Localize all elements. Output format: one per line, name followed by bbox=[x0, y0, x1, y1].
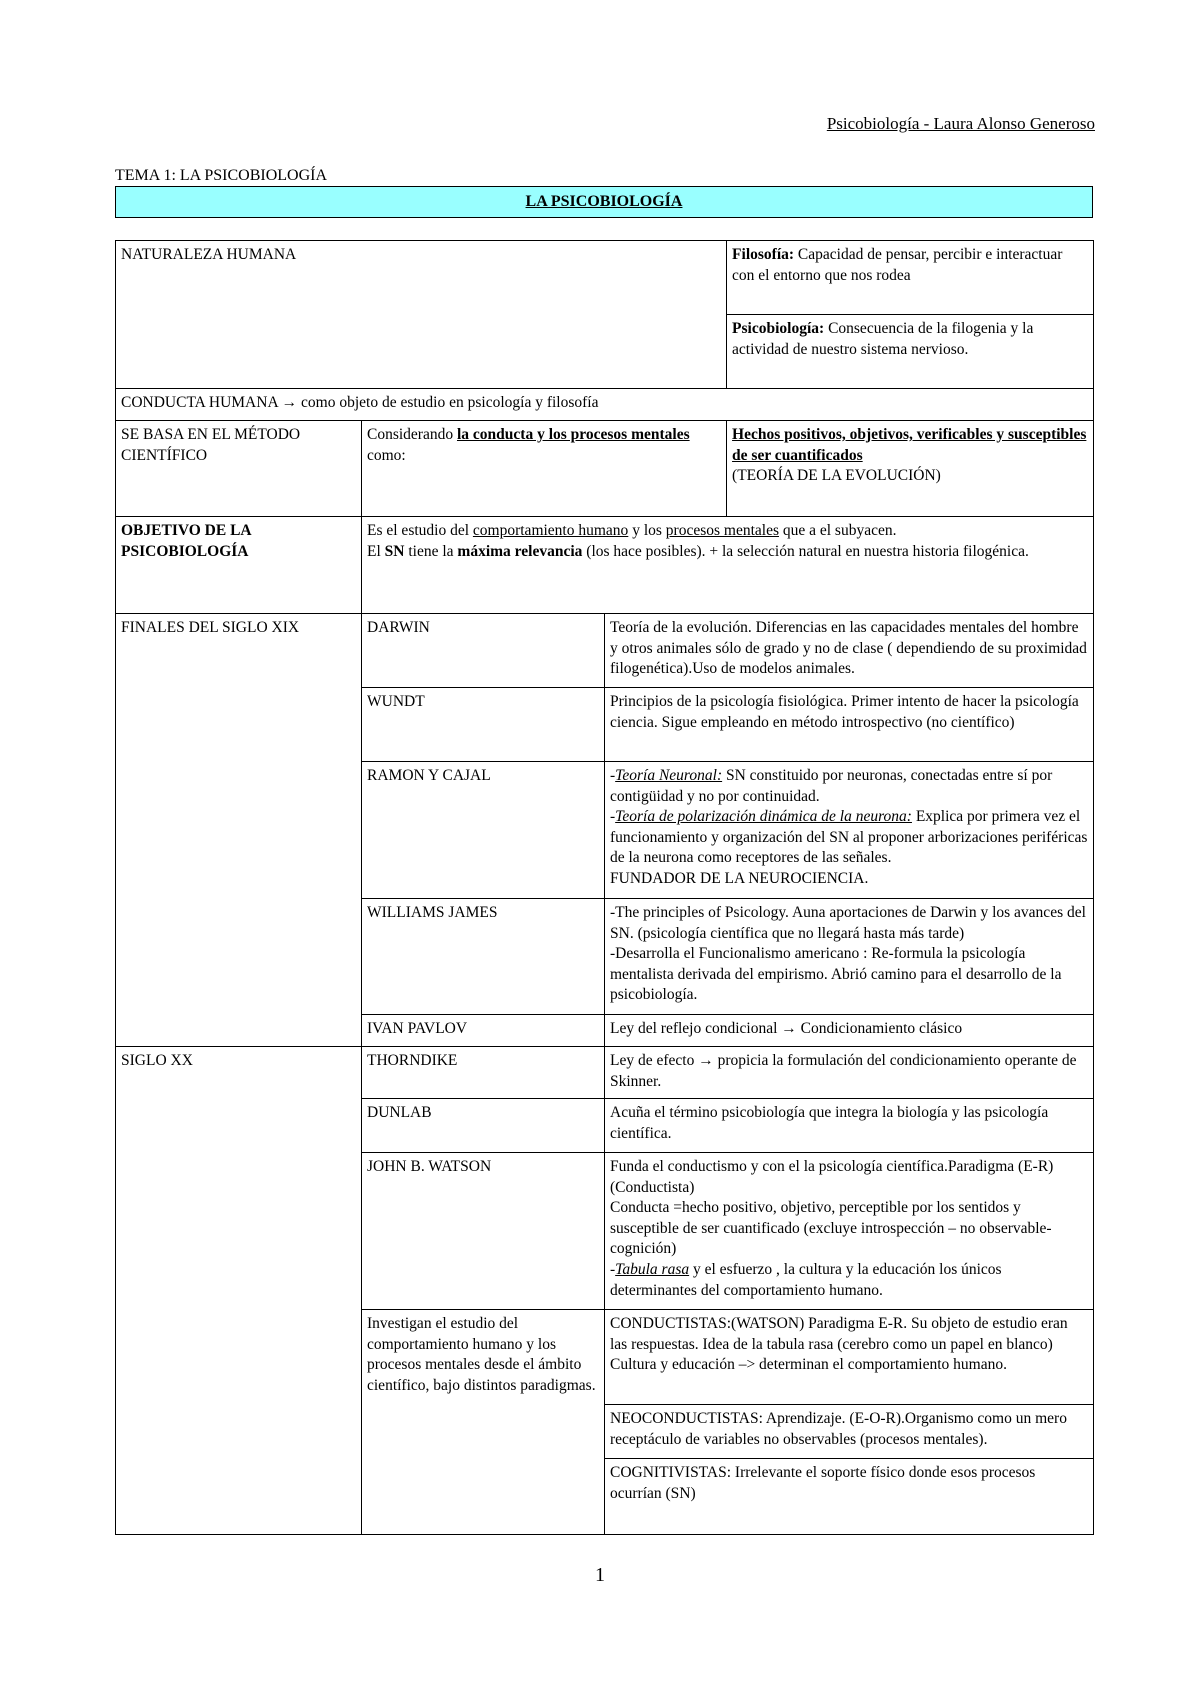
conductistas-cell: CONDUCTISTAS:(WATSON) Paradigma E-R. Su objeto de estudio eran las respuestas. Idea de la tabula rasa (cerebro como un papel en blanco) Cultura y educación –> determinan el comportamiento humano. bbox=[605, 1310, 1094, 1405]
james-name-cell: WILLIAMS JAMES bbox=[362, 899, 605, 1015]
filosofia-label: Filosofía: bbox=[732, 246, 795, 263]
pavlov-name-cell: IVAN PAVLOV bbox=[362, 1015, 605, 1047]
psicobiologia-text: Consecuencia de la filogenia y la actividad de nuestro sistema nervioso. bbox=[732, 320, 1034, 358]
cajal-name-cell: RAMON Y CAJAL bbox=[362, 762, 605, 899]
cajal-text-cell: -Teoría Neuronal: SN constituido por neuronas, conectadas entre sí por contigüidad y no por continuidad. -Teoría de polarización dinámica de la neurona: Explica por primera vez el funcionamiento y organización del SN al proponer arborizaciones periféricas de la neurona como receptores de las señales. FUNDADOR DE LA NEUROCIENCIA. bbox=[605, 762, 1094, 899]
table-row bbox=[116, 614, 1094, 688]
neoconductistas-cell: NEOCONDUCTISTAS: Aprendizaje. (E-O-R).Organismo como un mero receptáculo de variables no observables (procesos mentales). bbox=[605, 1405, 1094, 1459]
wundt-name-cell: WUNDT bbox=[362, 688, 605, 762]
siglo-label: SIGLO XX bbox=[121, 1052, 193, 1069]
conducta-text: CONDUCTA HUMANA → como objeto de estudio en psicología y filosofía bbox=[121, 394, 599, 411]
objetivo-text-cell bbox=[362, 517, 1094, 614]
document-header-author: Psicobiología - Laura Alonso Generoso bbox=[826, 114, 1095, 133]
table-row bbox=[116, 421, 1094, 517]
considerando-bold: la conducta y los procesos mentales bbox=[456, 426, 690, 443]
metodo-label-cell bbox=[116, 421, 362, 517]
investigan-cell: Investigan el estudio del comportamiento humano y los procesos mentales desde el ámbito científico, bajo distintos paradigmas. bbox=[362, 1310, 605, 1535]
table-row bbox=[116, 1047, 1094, 1099]
siglo-label-cell bbox=[116, 1047, 362, 1535]
finales-label-cell bbox=[116, 614, 362, 1047]
naturaleza-label: NATURALEZA HUMANA bbox=[121, 246, 297, 263]
conducta-cell bbox=[116, 389, 1094, 421]
metodo-label: SE BASA EN EL MÉTODO CIENTÍFICO bbox=[121, 426, 301, 464]
naturaleza-label-cell bbox=[116, 241, 727, 389]
objetivo-label: OBJETIVO DE LA PSICOBIOLOGÍA bbox=[121, 522, 251, 560]
watson-text-cell: Funda el conductismo y con el la psicología científica.Paradigma (E-R) (Conductista) Conducta =hecho positivo, objetivo, perceptible por los sentidos y susceptible de ser cuantificado (excluye introspección – no observable- cognición) -Tabula rasa y el esfuerzo , la cultura y la educación los únicos determinantes del comportamiento humano. bbox=[605, 1153, 1094, 1310]
darwin-name-cell: DARWIN bbox=[362, 614, 605, 688]
page-number: 1 bbox=[595, 1564, 605, 1586]
topic-heading: TEMA 1: LA PSICOBIOLOGÍA bbox=[115, 167, 328, 184]
filosofia-cell bbox=[727, 241, 1094, 315]
thorndike-text-cell: Ley de efecto → propicia la formulación del condicionamiento operante de Skinner. bbox=[605, 1047, 1094, 1099]
table-row bbox=[116, 389, 1094, 421]
watson-name-cell: JOHN B. WATSON bbox=[362, 1153, 605, 1310]
finales-label: FINALES DEL SIGLO XIX bbox=[121, 619, 300, 636]
objetivo-label-cell bbox=[116, 517, 362, 614]
pavlov-text-cell: Ley del reflejo condicional → Condicionamiento clásico bbox=[605, 1015, 1094, 1047]
psicobiologia-cell bbox=[727, 315, 1094, 389]
james-text-cell: -The principles of Psicology. Auna aportaciones de Darwin y los avances del SN. (psicología científica que no llegará hasta más tarde) -Desarrolla el Funcionalismo americano : Re-formula la psicología mentalista derivada del empirismo. Abrió camino para el desarrollo de la psicobiología. bbox=[605, 899, 1094, 1015]
table-row bbox=[116, 517, 1094, 614]
filosofia-text: Capacidad de pensar, percibir e interactuar con el entorno que nos rodea bbox=[732, 246, 1063, 284]
considerando-pre: Considerando bbox=[367, 426, 457, 443]
thorndike-name-cell: THORNDIKE bbox=[362, 1047, 605, 1099]
wundt-text-cell: Principios de la psicología fisiológica. Primer intento de hacer la psicología ciencia. Sigue empleando en método introspectivo (no científico) bbox=[605, 688, 1094, 762]
objetivo-line-2: El SN tiene la máxima relevancia (los hace posibles). + la selección natural en nuestra historia filogénica. bbox=[367, 542, 1029, 560]
dunlab-text-cell: Acuña el término psicobiología que integra la biología y las psicología científica. bbox=[605, 1099, 1094, 1153]
darwin-text-cell: Teoría de la evolución. Diferencias en las capacidades mentales del hombre y otros animales sólo de grado y no de clase ( dependiendo de su proximidad filogenética).Uso de modelos animales. bbox=[605, 614, 1094, 688]
content-table bbox=[115, 240, 1094, 1535]
objetivo-line-1: Es el estudio del comportamiento humano y los procesos mentales que a el subyacen. bbox=[367, 522, 897, 539]
page-title: LA PSICOBIOLOGÍA bbox=[115, 186, 1093, 218]
considerando-cell bbox=[362, 421, 727, 517]
hechos-cell bbox=[727, 421, 1094, 517]
hechos-bold: Hechos positivos, objetivos, verificables y susceptibles de ser cuantificados bbox=[732, 426, 1087, 464]
table-row bbox=[116, 241, 1094, 315]
considerando-post: como: bbox=[367, 446, 406, 464]
cognitivistas-cell: COGNITIVISTAS: Irrelevante el soporte físico donde esos procesos ocurrían (SN) bbox=[605, 1459, 1094, 1535]
psicobiologia-label: Psicobiología: bbox=[732, 320, 825, 337]
dunlab-name-cell: DUNLAB bbox=[362, 1099, 605, 1153]
hechos-post: (TEORÍA DE LA EVOLUCIÓN) bbox=[732, 467, 941, 485]
